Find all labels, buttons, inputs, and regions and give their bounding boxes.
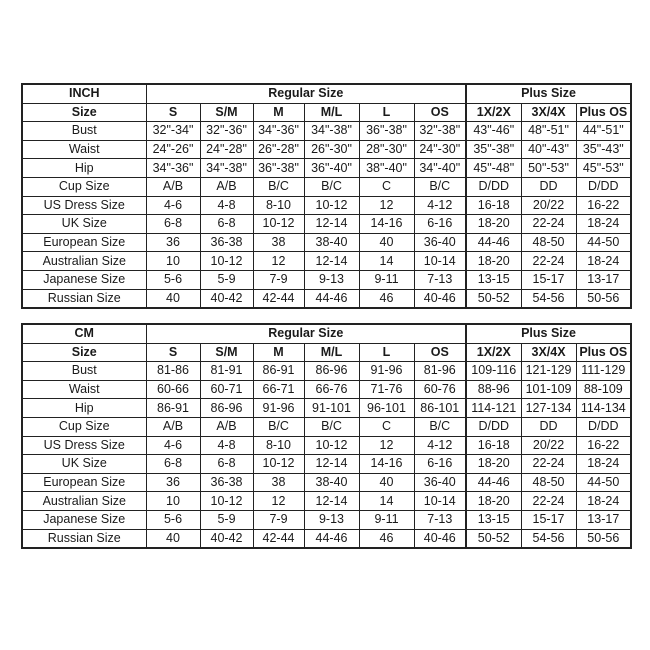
size-value-cell: 38-40: [304, 473, 359, 492]
size-value-cell: 36"-38": [359, 122, 414, 141]
size-value-cell: DD: [521, 177, 576, 196]
size-value-cell: 9-11: [359, 270, 414, 289]
size-value-cell: 34"-38": [304, 122, 359, 141]
row-label: UK Size: [22, 455, 146, 474]
size-value-cell: A/B: [200, 177, 253, 196]
size-value-cell: 13-15: [466, 270, 521, 289]
row-label: UK Size: [22, 215, 146, 234]
size-value-cell: 12-14: [304, 455, 359, 474]
size-value-cell: 40-46: [414, 529, 466, 548]
table-row: [22, 455, 631, 474]
table-row: [22, 140, 631, 159]
unit-label: INCH: [22, 84, 146, 103]
size-value-cell: 48-50: [521, 473, 576, 492]
row-label: Russian Size: [22, 529, 146, 548]
size-value-cell: 20/22: [521, 196, 576, 215]
size-header-row: [22, 103, 631, 122]
row-label: Australian Size: [22, 492, 146, 511]
table-row: [22, 252, 631, 271]
size-value-cell: 6-8: [146, 455, 200, 474]
size-value-cell: 4-6: [146, 436, 200, 455]
size-value-cell: 86-96: [304, 362, 359, 381]
size-value-cell: 40-42: [200, 289, 253, 308]
group-header-row: [22, 84, 631, 103]
size-value-cell: 10-14: [414, 492, 466, 511]
row-label: Waist: [22, 380, 146, 399]
size-value-cell: 48"-51": [521, 122, 576, 141]
size-value-cell: 4-8: [200, 436, 253, 455]
size-value-cell: 44-50: [576, 233, 631, 252]
size-value-cell: 15-17: [521, 270, 576, 289]
size-value-cell: 36-38: [200, 233, 253, 252]
table-row: [22, 473, 631, 492]
size-value-cell: 50-52: [466, 289, 521, 308]
size-value-cell: 16-18: [466, 196, 521, 215]
size-value-cell: 12: [253, 252, 304, 271]
row-label: Hip: [22, 159, 146, 178]
size-value-cell: 35"-43": [576, 140, 631, 159]
size-value-cell: 81-86: [146, 362, 200, 381]
size-value-cell: B/C: [304, 177, 359, 196]
size-value-cell: 34"-38": [200, 159, 253, 178]
size-value-cell: 32"-34": [146, 122, 200, 141]
size-value-cell: 42-44: [253, 289, 304, 308]
size-value-cell: 10: [146, 492, 200, 511]
size-value-cell: 86-96: [200, 399, 253, 418]
size-value-cell: 10: [146, 252, 200, 271]
inch-size-table: [21, 83, 632, 309]
size-value-cell: 45"-48": [466, 159, 521, 178]
size-value-cell: 20/22: [521, 436, 576, 455]
size-value-cell: 10-14: [414, 252, 466, 271]
size-header-cell: L: [359, 343, 414, 362]
size-value-cell: 60-76: [414, 380, 466, 399]
size-value-cell: 46: [359, 529, 414, 548]
size-value-cell: 36: [146, 233, 200, 252]
size-value-cell: 10-12: [304, 196, 359, 215]
row-label: European Size: [22, 473, 146, 492]
size-value-cell: D/DD: [576, 417, 631, 436]
size-header-cell: S/M: [200, 343, 253, 362]
size-value-cell: 12: [359, 436, 414, 455]
size-value-cell: C: [359, 417, 414, 436]
size-value-cell: 9-13: [304, 510, 359, 529]
size-value-cell: 5-9: [200, 270, 253, 289]
size-header-cell: 3X/4X: [521, 103, 576, 122]
size-value-cell: 88-96: [466, 380, 521, 399]
size-value-cell: 86-91: [146, 399, 200, 418]
size-value-cell: 14-16: [359, 215, 414, 234]
group-header-row: [22, 324, 631, 343]
size-value-cell: 22-24: [521, 215, 576, 234]
size-header-cell: 1X/2X: [466, 103, 521, 122]
size-value-cell: 44-46: [466, 473, 521, 492]
size-value-cell: 12-14: [304, 492, 359, 511]
size-value-cell: 91-96: [253, 399, 304, 418]
size-header-cell: Plus OS: [576, 343, 631, 362]
size-value-cell: 22-24: [521, 252, 576, 271]
table-row: [22, 436, 631, 455]
size-value-cell: B/C: [253, 417, 304, 436]
size-value-cell: 24"-26": [146, 140, 200, 159]
size-column-label: Size: [22, 343, 146, 362]
size-value-cell: 24"-28": [200, 140, 253, 159]
regular-size-group-header: Regular Size: [146, 84, 466, 103]
size-value-cell: B/C: [414, 417, 466, 436]
cm-size-table: [21, 323, 632, 549]
size-value-cell: 26"-28": [253, 140, 304, 159]
size-value-cell: 44-46: [304, 289, 359, 308]
size-value-cell: 109-116: [466, 362, 521, 381]
size-value-cell: 36"-40": [304, 159, 359, 178]
table-row: [22, 417, 631, 436]
size-value-cell: 8-10: [253, 436, 304, 455]
size-value-cell: 18-24: [576, 492, 631, 511]
size-value-cell: 14: [359, 252, 414, 271]
size-value-cell: 86-101: [414, 399, 466, 418]
size-value-cell: 44-50: [576, 473, 631, 492]
row-label: Bust: [22, 362, 146, 381]
size-value-cell: 15-17: [521, 510, 576, 529]
size-value-cell: 46: [359, 289, 414, 308]
size-value-cell: 43"-46": [466, 122, 521, 141]
size-value-cell: 50-52: [466, 529, 521, 548]
row-label: Japanese Size: [22, 270, 146, 289]
size-value-cell: 71-76: [359, 380, 414, 399]
size-value-cell: 12-14: [304, 252, 359, 271]
table-row: [22, 362, 631, 381]
size-value-cell: 50-56: [576, 529, 631, 548]
size-value-cell: 18-24: [576, 252, 631, 271]
table-row: [22, 529, 631, 548]
size-value-cell: 36-40: [414, 233, 466, 252]
size-value-cell: 44-46: [304, 529, 359, 548]
size-value-cell: 50"-53": [521, 159, 576, 178]
size-value-cell: 91-101: [304, 399, 359, 418]
plus-size-group-header: Plus Size: [466, 84, 631, 103]
size-value-cell: 8-10: [253, 196, 304, 215]
size-value-cell: 18-20: [466, 492, 521, 511]
table-row: [22, 399, 631, 418]
table-row: [22, 380, 631, 399]
size-value-cell: 96-101: [359, 399, 414, 418]
size-value-cell: 40"-43": [521, 140, 576, 159]
size-value-cell: 10-12: [200, 492, 253, 511]
size-value-cell: 34"-40": [414, 159, 466, 178]
size-value-cell: C: [359, 177, 414, 196]
size-value-cell: 86-91: [253, 362, 304, 381]
size-value-cell: D/DD: [466, 177, 521, 196]
size-value-cell: 34"-36": [146, 159, 200, 178]
size-value-cell: 60-66: [146, 380, 200, 399]
size-value-cell: 12: [253, 492, 304, 511]
size-value-cell: 16-22: [576, 436, 631, 455]
size-value-cell: 9-11: [359, 510, 414, 529]
size-value-cell: 16-18: [466, 436, 521, 455]
size-header-cell: S: [146, 343, 200, 362]
row-label: Russian Size: [22, 289, 146, 308]
size-value-cell: 18-24: [576, 215, 631, 234]
table-row: [22, 289, 631, 308]
table-row: [22, 196, 631, 215]
size-value-cell: 40: [359, 233, 414, 252]
size-value-cell: 13-17: [576, 510, 631, 529]
size-value-cell: 81-96: [414, 362, 466, 381]
regular-size-group-header: Regular Size: [146, 324, 466, 343]
size-value-cell: 4-12: [414, 196, 466, 215]
size-value-cell: 36-38: [200, 473, 253, 492]
row-label: Australian Size: [22, 252, 146, 271]
size-value-cell: 22-24: [521, 455, 576, 474]
size-value-cell: 127-134: [521, 399, 576, 418]
size-value-cell: 6-16: [414, 215, 466, 234]
size-value-cell: 40-46: [414, 289, 466, 308]
size-value-cell: 35"-38": [466, 140, 521, 159]
size-header-cell: S/M: [200, 103, 253, 122]
size-header-cell: 3X/4X: [521, 343, 576, 362]
size-value-cell: 36-40: [414, 473, 466, 492]
size-value-cell: 7-13: [414, 270, 466, 289]
size-header-cell: OS: [414, 343, 466, 362]
size-value-cell: 34"-36": [253, 122, 304, 141]
size-header-cell: M: [253, 103, 304, 122]
size-value-cell: B/C: [304, 417, 359, 436]
size-value-cell: 88-109: [576, 380, 631, 399]
size-value-cell: 4-8: [200, 196, 253, 215]
size-header-cell: Plus OS: [576, 103, 631, 122]
size-value-cell: 44-46: [466, 233, 521, 252]
size-value-cell: 40: [359, 473, 414, 492]
size-value-cell: 22-24: [521, 492, 576, 511]
unit-label: CM: [22, 324, 146, 343]
table-row: [22, 122, 631, 141]
row-label: US Dress Size: [22, 436, 146, 455]
table-row: [22, 233, 631, 252]
size-value-cell: 12-14: [304, 215, 359, 234]
size-value-cell: 18-20: [466, 455, 521, 474]
row-label: Bust: [22, 122, 146, 141]
size-value-cell: 6-16: [414, 455, 466, 474]
size-value-cell: 32"-38": [414, 122, 466, 141]
size-value-cell: 10-12: [253, 215, 304, 234]
row-label: US Dress Size: [22, 196, 146, 215]
table-row: [22, 215, 631, 234]
size-value-cell: 18-20: [466, 252, 521, 271]
size-value-cell: 38"-40": [359, 159, 414, 178]
size-value-cell: 38-40: [304, 233, 359, 252]
table-row: [22, 270, 631, 289]
table-row: [22, 177, 631, 196]
size-value-cell: 114-134: [576, 399, 631, 418]
size-value-cell: 6-8: [200, 455, 253, 474]
size-value-cell: 48-50: [521, 233, 576, 252]
size-value-cell: 111-129: [576, 362, 631, 381]
size-value-cell: DD: [521, 417, 576, 436]
size-value-cell: 7-9: [253, 510, 304, 529]
size-header-cell: 1X/2X: [466, 343, 521, 362]
size-header-cell: L: [359, 103, 414, 122]
size-value-cell: 38: [253, 233, 304, 252]
size-value-cell: 10-12: [304, 436, 359, 455]
table-row: [22, 510, 631, 529]
row-label: Cup Size: [22, 417, 146, 436]
size-value-cell: D/DD: [466, 417, 521, 436]
size-value-cell: 91-96: [359, 362, 414, 381]
size-value-cell: 10-12: [253, 455, 304, 474]
size-value-cell: 42-44: [253, 529, 304, 548]
size-header-cell: M/L: [304, 103, 359, 122]
size-header-cell: S: [146, 103, 200, 122]
size-column-label: Size: [22, 103, 146, 122]
size-value-cell: 101-109: [521, 380, 576, 399]
size-value-cell: 40: [146, 289, 200, 308]
size-value-cell: 6-8: [200, 215, 253, 234]
plus-size-group-header: Plus Size: [466, 324, 631, 343]
size-value-cell: 14-16: [359, 455, 414, 474]
row-label: Waist: [22, 140, 146, 159]
size-value-cell: 45"-53": [576, 159, 631, 178]
size-value-cell: 9-13: [304, 270, 359, 289]
size-value-cell: 7-13: [414, 510, 466, 529]
size-value-cell: 4-12: [414, 436, 466, 455]
size-value-cell: A/B: [146, 417, 200, 436]
size-value-cell: 5-9: [200, 510, 253, 529]
size-value-cell: A/B: [200, 417, 253, 436]
row-label: Japanese Size: [22, 510, 146, 529]
size-value-cell: B/C: [253, 177, 304, 196]
table-row: [22, 492, 631, 511]
size-value-cell: 28"-30": [359, 140, 414, 159]
size-header-cell: M/L: [304, 343, 359, 362]
size-value-cell: 6-8: [146, 215, 200, 234]
size-header-cell: OS: [414, 103, 466, 122]
size-value-cell: 44"-51": [576, 122, 631, 141]
size-value-cell: 14: [359, 492, 414, 511]
size-value-cell: 16-22: [576, 196, 631, 215]
size-header-cell: M: [253, 343, 304, 362]
table-row: [22, 159, 631, 178]
size-value-cell: D/DD: [576, 177, 631, 196]
size-value-cell: 18-24: [576, 455, 631, 474]
size-value-cell: B/C: [414, 177, 466, 196]
size-value-cell: 36"-38": [253, 159, 304, 178]
size-value-cell: A/B: [146, 177, 200, 196]
size-value-cell: 66-71: [253, 380, 304, 399]
size-value-cell: 81-91: [200, 362, 253, 381]
size-value-cell: 24"-30": [414, 140, 466, 159]
size-value-cell: 4-6: [146, 196, 200, 215]
size-value-cell: 121-129: [521, 362, 576, 381]
size-value-cell: 54-56: [521, 289, 576, 308]
size-value-cell: 12: [359, 196, 414, 215]
size-value-cell: 7-9: [253, 270, 304, 289]
size-value-cell: 66-76: [304, 380, 359, 399]
size-value-cell: 5-6: [146, 510, 200, 529]
row-label: Cup Size: [22, 177, 146, 196]
size-value-cell: 38: [253, 473, 304, 492]
size-value-cell: 32"-36": [200, 122, 253, 141]
size-value-cell: 13-17: [576, 270, 631, 289]
size-value-cell: 18-20: [466, 215, 521, 234]
row-label: Hip: [22, 399, 146, 418]
size-value-cell: 36: [146, 473, 200, 492]
size-value-cell: 40: [146, 529, 200, 548]
size-value-cell: 5-6: [146, 270, 200, 289]
size-value-cell: 40-42: [200, 529, 253, 548]
size-value-cell: 13-15: [466, 510, 521, 529]
size-value-cell: 54-56: [521, 529, 576, 548]
size-header-row: [22, 343, 631, 362]
size-value-cell: 26"-30": [304, 140, 359, 159]
size-value-cell: 114-121: [466, 399, 521, 418]
size-value-cell: 50-56: [576, 289, 631, 308]
row-label: European Size: [22, 233, 146, 252]
size-value-cell: 60-71: [200, 380, 253, 399]
size-value-cell: 10-12: [200, 252, 253, 271]
